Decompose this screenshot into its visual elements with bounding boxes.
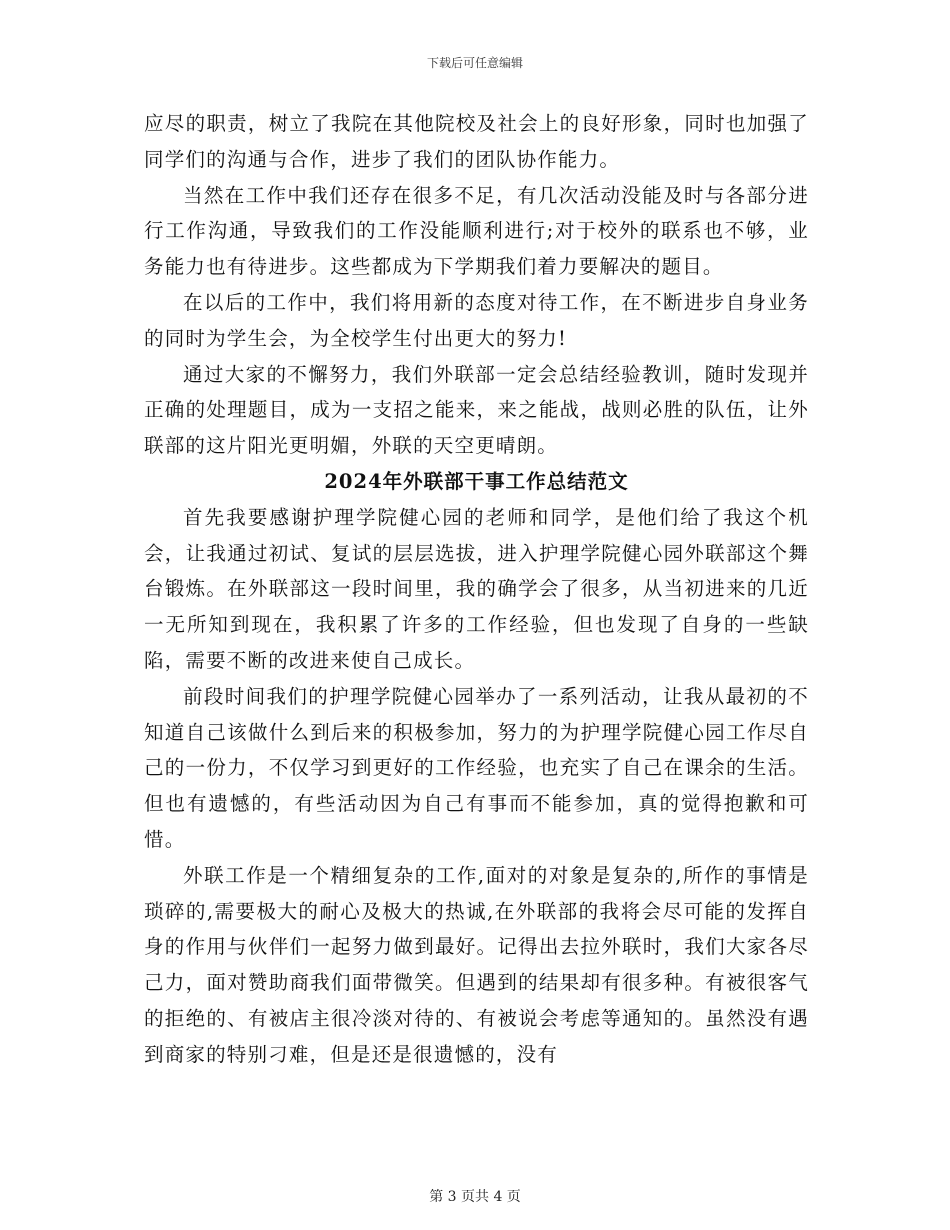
paragraph-conclusion: 通过大家的不懈努力，我们外联部一定会总结经验教训，随时发现并正确的处理题目，成为一支招之能来，来之能战，战则必胜的队伍，让外联部的这片阳光更明媚，外联的天空更晴朗。 <box>144 362 809 458</box>
paragraph-shortcomings: 当然在工作中我们还存在很多不足，有几次活动没能及时与各部分进行工作沟通，导致我们的工作没能顺利进行;对于校外的联系也不够，业务能力也有待进步。这些都成为下学期我们着力要解决的题目。 <box>144 183 809 279</box>
paragraph-thanks: 首先我要感谢护理学院健心园的老师和同学，是他们给了我这个机会，让我通过初试、复试的层层选拔，进入护理学院健心园外联部这个舞台锻炼。在外联部这一段时间里，我的确学会了很多，从当初进来的几近一无所知到现在，我积累了许多的工作经验，但也发现了自身的一些缺陷，需要不断的改进来使自己成长。 <box>144 505 809 672</box>
paragraph-activities: 前段时间我们的护理学院健心园举办了一系列活动，让我从最初的不知道自己该做什么到后来的积极参加，努力的为护理学院健心园工作尽自己的一份力，不仅学习到更好的工作经验，也充实了自己在课余的生活。但也有遗憾的，有些活动因为自己有事而不能参加，真的觉得抱歉和可惜。 <box>144 684 809 851</box>
document-body <box>144 106 809 1073</box>
page-number: 第 3 页共 4 页 <box>429 1189 521 1205</box>
page-header-note: 下载后可任意编辑 <box>426 56 523 70</box>
paragraph-future-work: 在以后的工作中，我们将用新的态度对待工作，在不断进步自身业务的同时为学生会，为全校学生付出更大的努力! <box>144 290 809 350</box>
paragraph-continuation: 应尽的职责，树立了我院在其他院校及社会上的良好形象，同时也加强了同学们的沟通与合作，进步了我们的团队协作能力。 <box>144 112 809 171</box>
section-title: 2024年外联部干事工作总结范文 <box>324 469 629 493</box>
paragraph-outreach-work: 外联工作是一个精细复杂的工作,面对的对象是复杂的,所作的事情是琐碎的,需要极大的耐心及极大的热诚,在外联部的我将会尽可能的发挥自身的作用与伙伴们一起努力做到最好。记得出去拉外联时，我们大家各尽己力，面对赞助商我们面带微笑。但遇到的结果却有很多种。有被很客气的拒绝的、有被店主很冷淡对待的、有被说会考虑等通知的。虽然没有遇到商家的特别刁难，但是还是很遗憾的，没有 <box>144 863 809 1066</box>
